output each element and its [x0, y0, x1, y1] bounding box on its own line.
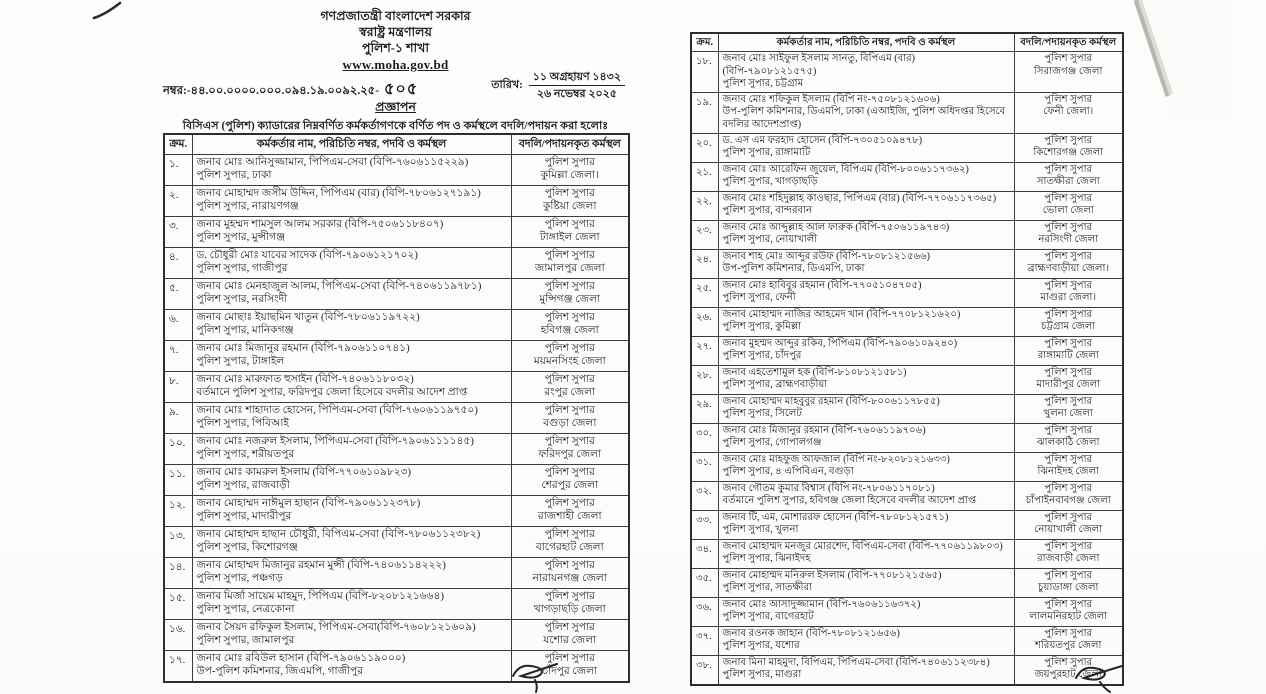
table-row	[691, 539, 1123, 568]
destination-post: পুলিশ সুপার	[544, 622, 595, 633]
officer-current-post: পুলিশ সুপার, নরসিংদী	[196, 294, 288, 306]
table-row	[164, 279, 629, 310]
officer-current-post: পুলিশ সুপার, জামালপুর	[196, 635, 295, 647]
officer-current-post: পুলিশ সুপার, কিশোরগঞ্জ	[196, 542, 298, 554]
destination-district: কুষ্টিয়া জেলা	[543, 201, 597, 213]
destination-post: পুলিশ সুপার	[544, 281, 595, 292]
row-serial: ৩৮.	[691, 655, 718, 685]
org-name: গণপ্রজাতন্ত্রী বাংলাদেশ সরকার	[320, 9, 471, 23]
table-row	[164, 217, 629, 248]
destination-post: পুলিশ সুপার	[1044, 540, 1093, 552]
officer-current-post: বর্তমানে পুলিশ সুপার, ফরিদপুর জেলা হিসেবে বদলীর আদেশ প্রাপ্ত	[196, 387, 468, 399]
row-serial: ৮.	[164, 372, 192, 403]
destination-post: পুলিশ সুপার	[1044, 395, 1093, 407]
letterhead	[163, 8, 628, 74]
row-serial: ৬.	[164, 310, 192, 341]
destination-post: পুলিশ সুপার	[544, 219, 595, 230]
destination-post: পুলিশ সুপার	[544, 436, 595, 447]
officer-current-post: পুলিশ সুপার, ঢাকা	[196, 170, 272, 182]
officer-current-post: পুলিশ সুপার, ফেনী	[722, 292, 796, 304]
destination-post: পুলিশ সুপার	[1044, 250, 1093, 262]
row-serial: ১৫.	[164, 589, 192, 620]
destination-post: পুলিশ সুপার	[1044, 337, 1093, 349]
table-row	[691, 481, 1123, 510]
destination-district: জয়পুরহাট জেলা	[1034, 669, 1102, 681]
header-destination: বদলি/পদায়নকৃত কর্মস্থল	[1014, 33, 1123, 52]
destination-district: চট্টগ্রাম জেলা	[1041, 321, 1096, 333]
officer-name: জনাব মোঃ মেনহাজুল আলম, পিপিএম-সেবা (বিপি-৭৪০৬১১৯৭৮১)	[196, 281, 482, 292]
officer-current-post: পুলিশ সুপার, গাজীপুর	[196, 263, 288, 275]
transfer-table-right	[690, 32, 1124, 686]
row-serial: ৯.	[164, 403, 192, 434]
row-serial: ১১.	[164, 465, 192, 496]
destination-district: শরিয়তপুর জেলা	[1035, 640, 1102, 652]
destination-district: রাজবাড়ী জেলা	[1037, 553, 1100, 565]
officer-name: জনাব মুহম্মদ আব্দুর রকিব, পিপিএম (বিপি-৭৯০৬১০৯২৪০)	[722, 337, 958, 349]
destination-district: ভোলা জেলা	[1042, 205, 1094, 217]
officer-name: জনাব মোহাম্মদ হাছান চৌধুরী, বিপিএম-সেবা (বিপি-৭৮০৬১১২৩৮২)	[196, 529, 481, 540]
destination-district: নারায়নগঞ্জ জেলা	[532, 573, 607, 585]
table-row	[691, 394, 1123, 423]
table-row	[164, 589, 629, 620]
row-serial: ২১.	[691, 162, 718, 191]
destination-district: বাগেরহাট জেলা	[535, 542, 604, 554]
officer-current-post: পুলিশ সুপার, টাঙ্গাইল	[196, 356, 285, 368]
row-serial: ২০.	[691, 133, 718, 162]
date-gregorian: ২৬ নভেম্বর ২০২৫	[536, 88, 617, 100]
page-fold-corner-artifact	[1110, 0, 1230, 120]
officer-current-post: পুলিশ সুপার, রাঙ্গামাটি	[722, 147, 811, 159]
table-row	[691, 220, 1123, 249]
destination-post: পুলিশ সুপার	[1044, 163, 1093, 175]
table-row	[691, 597, 1123, 626]
officer-current-post: পুলিশ সুপার, মাগুরা	[722, 669, 802, 681]
officer-name: জনাব মোহাম্মদ জসীম উদ্দিন, পিপিএম (বার) (বিপি-৭৮০৬১২৭১৯১)	[196, 188, 481, 199]
officer-name: ড. চৌধুরী মোঃ যাবের সাদেক (বিপি-৭৯০৬১২১৭০২)	[196, 250, 418, 261]
officer-name: জনাব মোঃ মিজানুর রহমান (বিপি-৭৬০৬১১৯৭০৬)	[722, 424, 926, 436]
row-serial: ৩৪.	[691, 539, 718, 568]
officer-name: জনাব মোঃ আরেফিন জুয়েল, বিপিএম (বিপি-৮০০৬১১৭৩৬২)	[722, 163, 969, 175]
destination-district: ঝালকাঠি জেলা	[1037, 437, 1100, 449]
row-serial: ১০.	[164, 434, 192, 465]
destination-district: নরসিংদী জেলা	[1038, 234, 1099, 246]
table-row	[691, 52, 1123, 93]
officer-name: জনাব মোঃ রবিউল হাসান (বিপি-৭৯০৬১১৯০০০)	[196, 653, 406, 664]
branch-name: পুলিশ-১ শাখা	[361, 41, 430, 55]
table-row	[164, 465, 629, 496]
table-row	[164, 248, 629, 279]
table-row	[164, 496, 629, 527]
officer-name: জনাব মোঃ শাহাদাত হোসেন, পিপিএম-সেবা (বিপি-৭৬০৬১১৯৭৫০)	[196, 405, 478, 416]
table-header-row	[691, 33, 1123, 52]
table-row	[164, 527, 629, 558]
destination-post: পুলিশ সুপার	[544, 343, 595, 354]
table-row	[691, 278, 1123, 307]
row-serial: ৩১.	[691, 452, 718, 481]
destination-district: টাঙ্গাইল জেলা	[539, 232, 600, 244]
date-bangla: ১১ অগ্রহায়ণ ১৪৩২	[529, 70, 625, 86]
officer-current-post: পুলিশ সুপার, চট্টগ্রাম	[722, 78, 804, 90]
website-link[interactable]: www.moha.gov.bd	[342, 57, 449, 72]
officer-current-post: পুলিশ সুপার, খুলনা	[722, 524, 799, 536]
officer-current-post: পুলিশ সুপার, ৪ এপিবিএন, বগুড়া	[722, 466, 854, 478]
officer-name: জনাব মোঃ হাবিবুর রহমান (বিপি-৭৭০৫১০৪৭০৫)	[722, 279, 922, 291]
officer-current-post: উপ-পুলিশ কমিশনার, জিএমপি, গাজীপুর	[196, 666, 364, 678]
memo-serial-handwritten: ৫০৫	[383, 81, 419, 98]
table-row	[164, 434, 629, 465]
date-block	[491, 70, 625, 101]
table-row	[691, 568, 1123, 597]
officer-name: জনাব মোঃ সাইফুল ইসলাম সানতু, বিপিএম (বার) (বিপি-৭৯০৮১২১৫৭৫)	[722, 53, 916, 77]
officer-current-post: পুলিশ সুপার, খাগড়াছড়ি	[722, 176, 818, 188]
destination-post: পুলিশ সুপার	[1044, 598, 1093, 610]
destination-post: পুলিশ সুপার	[544, 250, 595, 261]
destination-district: বগুড়া জেলা	[543, 418, 597, 430]
header-name: কর্মকর্তার নাম, পরিচিতি নম্বর, পদবি ও কর্মস্থল	[718, 33, 1014, 52]
destination-post: পুলিশ সুপার	[1044, 308, 1093, 320]
officer-name: জনাব মোহাম্মদ মনিরুল ইসলাম (বিপি-৭৭০৮১২১৫৬৫)	[722, 569, 942, 581]
destination-post: পুলিশ সুপার	[1044, 93, 1093, 105]
destination-post: পুলিশ সুপার	[544, 467, 595, 478]
officer-current-post: পুলিশ সুপার, মাদারীপুর	[196, 511, 292, 523]
row-serial: ২৩.	[691, 220, 718, 249]
table-row	[164, 341, 629, 372]
officer-current-post: পুলিশ সুপার, শরীয়তপুর	[196, 449, 295, 461]
destination-district: ময়মনসিংহ জেলা	[533, 356, 606, 368]
officer-name: জনাব মোঃ আনিসুজ্জামান, পিপিএম-সেবা (বিপি-৭৬০৬১১৫২২৯)	[196, 157, 469, 168]
officer-name: জনাব মোঃ শহিদুল্লাহ কাওছার, পিপিএম (বার) (বিপি-৭৭০৬১১৭৩৬৫)	[722, 192, 997, 204]
row-serial: ৩৩.	[691, 510, 718, 539]
destination-post: পুলিশ সুপার	[1044, 134, 1093, 146]
destination-district: মুন্সিগঞ্জ জেলা	[539, 294, 601, 306]
header-serial: ক্রম.	[691, 33, 718, 52]
table-row	[164, 558, 629, 589]
officer-current-post: পুলিশ সুপার, পঞ্চগড়	[196, 573, 283, 585]
officer-name: জনাব রওনক জাহান (বিপি-৭৮০৮১২১৬৫৬)	[722, 627, 900, 639]
officer-current-post: পুলিশ সুপার, বাগেরহাট	[722, 611, 814, 623]
destination-post: পুলিশ সুপার	[544, 591, 595, 602]
officer-name: জনাব মোহাম্মদ মনজুর মোরশেদ, বিপিএম-সেবা (বিপি-৭৭০৬১১৯৮০৩)	[722, 540, 1003, 552]
destination-district: চুয়াডাঙ্গা জেলা	[1038, 582, 1099, 594]
destination-district: রাজশাহী জেলা	[537, 511, 602, 523]
destination-district: কুমিল্লা জেলা।	[540, 170, 599, 182]
row-serial: ২৭.	[691, 336, 718, 365]
destination-district: খুলনা জেলা	[1043, 408, 1093, 420]
destination-post: পুলিশ সুপার	[1044, 366, 1093, 378]
destination-district: যশোর জেলা	[543, 635, 597, 647]
table-row	[164, 155, 629, 186]
row-serial: ৭.	[164, 341, 192, 372]
destination-post: পুলিশ সুপার	[1044, 53, 1093, 64]
table-row	[691, 655, 1123, 685]
officer-name: জনাব মোহাম্মদ মিজানুর রহমান মুন্সী (বিপি-৭৪০৬১১৪২২২)	[196, 560, 446, 571]
destination-post: পুলিশ সুপার	[544, 188, 595, 199]
destination-district: রংপুর জেলা	[544, 387, 596, 399]
destination-district: ব্রাহ্মণবাড়ীয়া জেলা।	[1027, 263, 1110, 275]
officer-name: জনাব মিনা মাহমুদা, বিপিএম, পিপিএম-সেবা (বিপি-৭৪০৬১১২৩৮৪)	[722, 656, 990, 668]
officer-current-post: বর্তমানে পুলিশ সুপার, হবিগঞ্জ জেলা হিসেবে বদলীর আদেশ প্রাপ্ত	[722, 495, 977, 507]
officer-name: ড. এস এম ফরহাদ হোসেন (বিপি-৭৩০৫১০৯৪৭৮)	[722, 134, 923, 146]
destination-post: পুলিশ সুপার	[1044, 482, 1093, 494]
destination-district: হবিগঞ্জ জেলা	[540, 325, 599, 337]
officer-current-post: পুলিশ সুপার, মুন্সীগঞ্জ	[196, 232, 286, 244]
row-serial: ৩২.	[691, 481, 718, 510]
row-serial: ৩.	[164, 217, 192, 248]
ministry-name: স্বরাষ্ট্র মন্ত্রণালয়	[359, 25, 432, 39]
officer-name: জনাব মোহাম্মদ নাঈমুল হাছান (বিপি-৭৯০৬১১২৩৭৮)	[196, 498, 421, 509]
officer-name: জনাব মোঃ নজরুল ইসলাম, পিপিএম-সেবা (বিপি-৭৯০৬১১১১৪৫)	[196, 436, 474, 447]
row-serial: ৫.	[164, 279, 192, 310]
officer-name: জনাব মোঃ মারুফাত হুসাইন (বিপি-৭৪০৬১১৮০৩২)	[196, 374, 414, 385]
table-row	[691, 191, 1123, 220]
table-row	[691, 336, 1123, 365]
row-serial: ২৪.	[691, 249, 718, 278]
table-row	[691, 92, 1123, 133]
destination-district: ঝিনাইদহ জেলা	[1037, 466, 1099, 478]
destination-post: পুলিশ সুপার	[544, 312, 595, 323]
row-serial: ২৫.	[691, 278, 718, 307]
table-row	[691, 249, 1123, 278]
destination-district: নোয়াখালী জেলা	[1034, 524, 1103, 536]
row-serial: ১৩.	[164, 527, 192, 558]
officer-name: জনাব মোঃ কামরুল ইসলাম (বিপি-৭৭০৬১০৯৮২৩)	[196, 467, 412, 478]
table-row	[691, 423, 1123, 452]
officer-name: জনাব মোঃ শফিকুল ইসলাম (বিপি নং-৭৫০৮১২১৬০৬)	[722, 93, 940, 105]
memo-row	[163, 70, 628, 100]
destination-district: মাদারীপুর জেলা	[1036, 379, 1101, 391]
destination-post: পুলিশ সুপার	[544, 157, 595, 168]
row-serial: ১৪.	[164, 558, 192, 589]
transfer-table-left	[163, 133, 630, 683]
officer-name: জনাব মোহাম্মদ মাহবুবুর রহমান (বিপি-৮০০৬১১৭৮৫৫)	[722, 395, 940, 407]
destination-district: মাগুরা জেলা।	[1040, 292, 1097, 304]
table-row	[164, 403, 629, 434]
memo-number-printed: নম্বর:-৪৪.০০.০০০০.০০০.০৯৪.১৯.০০৯২.২৫-	[163, 85, 379, 97]
row-serial: ২৯.	[691, 394, 718, 423]
notification-intro: বিসিএস (পুলিশ) ক্যাডারের নিম্নবর্ণিত কর্মকর্তাগণকে বর্ণিত পদ ও কর্মস্থলে বদলি/পদায়ন করা হলোঃ	[182, 120, 609, 132]
table-header-row	[164, 134, 629, 155]
date-values	[529, 70, 625, 101]
destination-post: পুলিশ সুপার	[1044, 511, 1093, 523]
table-row	[691, 133, 1123, 162]
officer-current-post: পুলিশ সুপার, নোয়াখালী	[722, 234, 818, 246]
table-row	[164, 186, 629, 217]
destination-district: লালমনিরহাট জেলা	[1029, 611, 1108, 623]
pen-mark-artifact	[88, 0, 138, 22]
officer-current-post: পুলিশ সুপার, পিবিআই	[196, 418, 289, 430]
officer-current-post: পুলিশ সুপার, চাঁদপুর	[722, 350, 802, 362]
officer-current-post: উপ-পুলিশ কমিশনার, ডিএমপি, ঢাকা	[722, 263, 865, 275]
destination-post: পুলিশ সুপার	[544, 405, 595, 416]
destination-post: পুলিশ সুপার	[544, 653, 595, 664]
officer-name: জনাব মির্জা সায়েম মাহমুদ, পিপিএম (বিপি-৮২০৮১২১৬৬৪)	[196, 591, 444, 602]
destination-district: কিশোরগঞ্জ জেলা	[1033, 147, 1104, 159]
destination-district: চাঁদপুর জেলা	[542, 666, 598, 678]
table-row	[164, 372, 629, 403]
officer-name: জনাব এহতেশামুল হক (বিপি-৮১০৮১২১৫৮১)	[722, 366, 907, 378]
officer-name: জনাব মোহাম্মদ নাজির আহমেদ খান (বিপি-৭৭০৮১২১৬২০)	[722, 308, 961, 320]
destination-post: পুলিশ সুপার	[1044, 192, 1093, 204]
row-serial: ৩০.	[691, 423, 718, 452]
header-serial: ক্রম.	[164, 134, 192, 155]
destination-district: চাঁপাইনবাবগঞ্জ জেলা	[1025, 495, 1111, 507]
destination-post: পুলিশ সুপার	[544, 498, 595, 509]
table-row	[691, 365, 1123, 394]
destination-post: পুলিশ সুপার	[1044, 279, 1093, 291]
row-serial: ১৯.	[691, 92, 718, 133]
officer-current-post: পুলিশ সুপার, ব্রাহ্মণবাড়ীয়া	[722, 379, 828, 391]
destination-district: ফেনী জেলা।	[1043, 106, 1094, 118]
officer-current-post: পুলিশ সুপার, নারায়ণগঞ্জ	[196, 201, 299, 213]
table-row	[691, 626, 1123, 655]
officer-current-post: পুলিশ সুপার, মানিকগঞ্জ	[196, 325, 294, 337]
officer-name: জনাব মোঃ আসাদুজ্জামান (বিপি-৭৬০৬১১৬৩৭২)	[722, 598, 921, 610]
header-name: কর্মকর্তার নাম, পরিচিতি নম্বর, পদবি ও কর্মস্থল	[192, 134, 511, 155]
destination-post: পুলিশ সুপার	[1044, 569, 1093, 581]
officer-current-post: পুলিশ সুপার, নেত্রকোনা	[196, 604, 295, 616]
signature-mark	[505, 658, 571, 694]
row-serial: ৩৬.	[691, 597, 718, 626]
table-row	[691, 307, 1123, 336]
row-serial: ২৮.	[691, 365, 718, 394]
destination-post: পুলিশ সুপার	[1044, 627, 1093, 639]
officer-name: জনাব টি, এম, মোশাররফ হোসেন (বিপি-৭৮০৮১২১৫৭১)	[722, 511, 949, 523]
officer-current-post: পুলিশ সুপার, সাতক্ষীরা	[722, 582, 813, 594]
signature-mark	[1068, 658, 1134, 694]
officer-name: জনাব শাহ মোঃ আব্দুর রউফ (বিপি-৭৮০৮১২১৫৬৬)	[722, 250, 931, 262]
officer-current-post: পুলিশ সুপার, বান্দরবান	[722, 205, 813, 217]
destination-post: পুলিশ সুপার	[1044, 656, 1093, 668]
officer-name: জনাব মোঃ আব্দুল্লাহ আল ফারুক (বিপি-৭৫০৬১১৯৭৪৩)	[722, 221, 950, 233]
officer-current-post: পুলিশ সুপার, রাজবাড়ী	[196, 480, 290, 492]
destination-district: সাতক্ষীরা জেলা	[1036, 176, 1100, 188]
destination-district: সিরাজগঞ্জ জেলা	[1034, 65, 1103, 77]
row-serial: ১৮.	[691, 52, 718, 93]
table-row	[164, 620, 629, 651]
row-serial: ১৭.	[164, 651, 192, 683]
officer-name: জনাব মোছাঃ ইয়াছমিন খাতুন (বিপি-৭৮০৬১১৯৭২২)	[196, 312, 420, 323]
destination-post: পুলিশ সুপার	[1044, 424, 1093, 436]
date-label: তারিখ:	[491, 79, 523, 91]
row-serial: ৩৫.	[691, 568, 718, 597]
destination-district: রাঙ্গামাটি জেলা	[1037, 350, 1099, 362]
row-serial: ২.	[164, 186, 192, 217]
row-serial: ২২.	[691, 191, 718, 220]
destination-post: পুলিশ সুপার	[544, 529, 595, 540]
officer-name: জনাব মুহম্মদ শামসুল আলম সরকার (বিপি-৭৫০৬১১৮৪০৭)	[196, 219, 444, 230]
destination-district: খাগড়াছড়ি জেলা	[533, 604, 606, 616]
row-serial: ২৬.	[691, 307, 718, 336]
officer-name: জনাব মোঃ মিজানুর রহমান (বিপি-৭৯০৬১১০৭৪১)	[196, 343, 410, 354]
officer-current-post: পুলিশ সুপার, ঝিনাইদহ	[722, 553, 811, 565]
officer-current-post: পুলিশ সুপার, সিলেট	[722, 408, 802, 420]
destination-post: পুলিশ সুপার	[544, 374, 595, 385]
officer-current-post: পুলিশ সুপার, কুমিল্লা	[722, 321, 801, 333]
table-row	[691, 162, 1123, 191]
table-row	[691, 452, 1123, 481]
destination-district: ফরিদপুর জেলা	[538, 449, 602, 461]
table-row	[164, 310, 629, 341]
officer-current-post: পুলিশ সুপার, গোপালগঞ্জ	[722, 437, 822, 449]
destination-post: পুলিশ সুপার	[1044, 453, 1093, 465]
row-serial: ৩৭.	[691, 626, 718, 655]
destination-district: জামালপুর জেলা	[534, 263, 605, 275]
row-serial: ৪.	[164, 248, 192, 279]
table-row	[691, 510, 1123, 539]
row-serial: ১২.	[164, 496, 192, 527]
destination-district: শেরপুর জেলা	[541, 480, 599, 492]
row-serial: ১.	[164, 155, 192, 186]
row-serial: ১৬.	[164, 620, 192, 651]
officer-name: জনাব গৌতম কুমার বিশ্বাস (বিপি নং-৭৮০৬১১৭০৮১)	[722, 482, 935, 494]
header-destination: বদলি/পদায়নকৃত কর্মস্থল	[511, 134, 629, 155]
notification-title: প্রজ্ঞাপন	[375, 100, 416, 114]
officer-current-post: পুলিশ সুপার, যশোর	[722, 640, 800, 652]
destination-post: পুলিশ সুপার	[544, 560, 595, 571]
officer-name: জনাব মোঃ মাহফুজ আফজাল (বিপি নং-৮২০৮১২১৬৩৩)	[722, 453, 950, 465]
officer-current-post: উপ-পুলিশ কমিশনার, ডিএমপি, ঢাকা (এআইজি, পুলিশ অধিদপ্তর হিসেবে বদলির আদেশপ্রাপ্ত)	[722, 106, 1006, 130]
destination-post: পুলিশ সুপার	[1044, 221, 1093, 233]
officer-name: জনাব সৈয়দ রফিকুল ইসলাম, পিপিএম-সেবা(বিপি-৭৬০৮১২১৬০৯)	[196, 622, 476, 633]
